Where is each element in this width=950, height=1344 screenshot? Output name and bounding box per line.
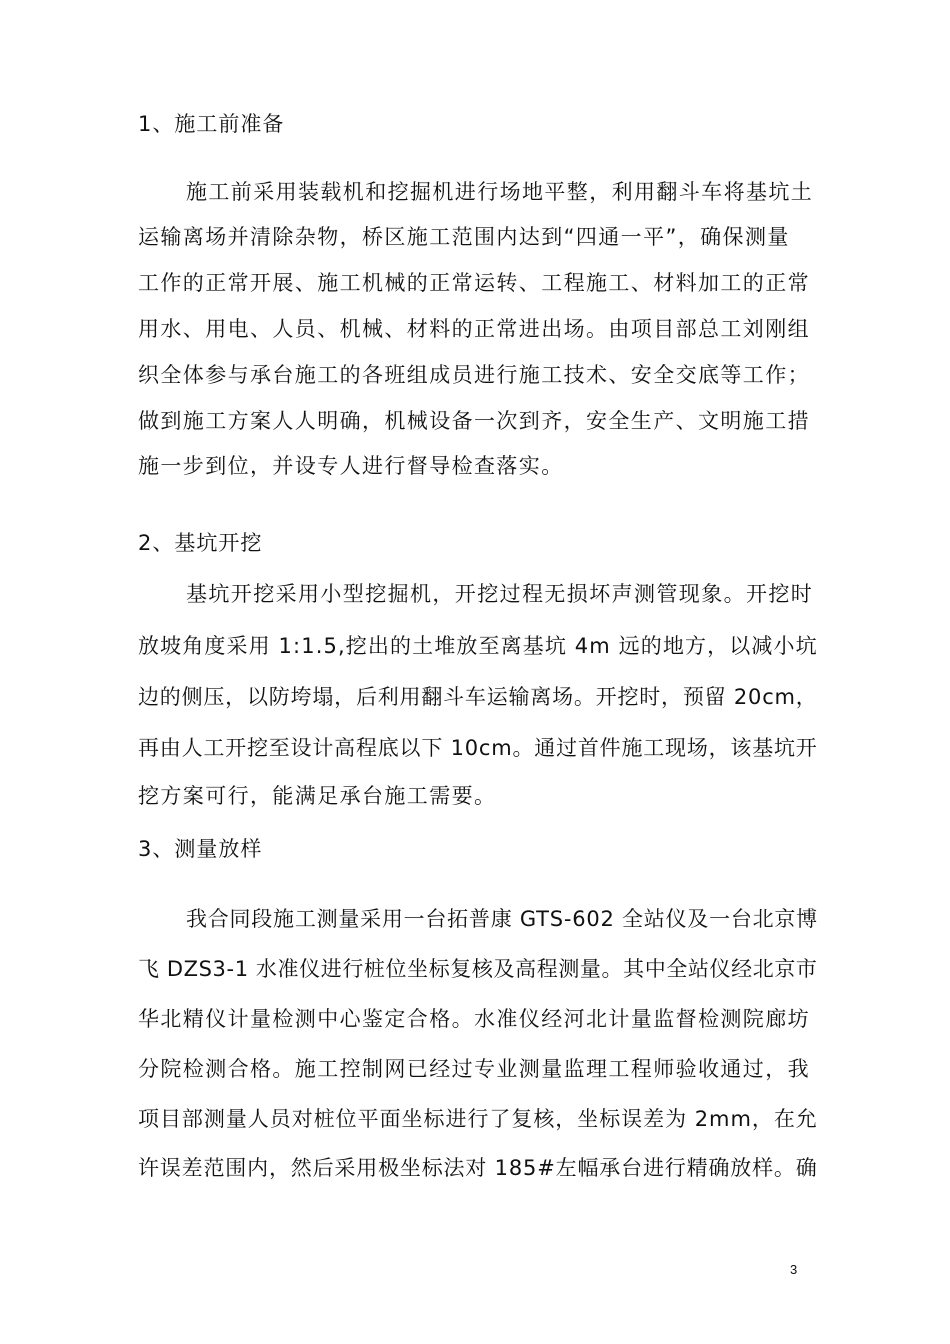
page-number: 3 [790,1262,798,1277]
paragraph-line: 基坑开挖采用小型挖掘机，开挖过程无损坏声测管现象。开挖时 [186,582,814,606]
section-heading-2: 2、基坑开挖 [138,531,263,555]
paragraph-line: 工作的正常开展、施工机械的正常运转、工程施工、材料加工的正常 [138,271,810,295]
paragraph-line: 我合同段施工测量采用一台拓普康 GTS-602 全站仪及一台北京博 [186,907,818,931]
paragraph-line: 再由人工开挖至设计高程底以下 10cm。通过首件施工现场，该基坑开 [138,736,818,760]
paragraph-line: 飞 DZS3-1 水准仪进行桩位坐标复核及高程测量。其中全站仪经北京市 [138,957,818,981]
paragraph-line: 用水、用电、人员、机械、材料的正常进出场。由项目部总工刘刚组 [138,317,810,341]
paragraph-line: 放坡角度采用 1:1.5,挖出的土堆放至离基坑 4m 远的地方，以减小坑 [138,634,818,658]
paragraph-line: 华北精仪计量检测中心鉴定合格。水准仪经河北计量监督检测院廊坊 [138,1007,810,1031]
section-heading-1: 1、施工前准备 [138,112,285,136]
section-heading-3: 3、测量放样 [138,837,263,861]
paragraph-line: 许误差范围内，然后采用极坐标法对 185#左幅承台进行精确放样。确 [138,1156,818,1180]
paragraph-line: 边的侧压，以防垮塌，后利用翻斗车运输离场。开挖时，预留 20cm， [138,685,818,709]
paragraph-line: 分院检测合格。施工控制网已经过专业测量监理工程师验收通过，我 [138,1057,810,1081]
paragraph-line: 织全体参与承台施工的各班组成员进行施工技术、安全交底等工作； [138,363,810,387]
paragraph-line: 运输离场并清除杂物，桥区施工范围内达到“四通一平”，确保测量 [138,225,790,249]
paragraph-line: 项目部测量人员对桩位平面坐标进行了复核，坐标误差为 2mm，在允 [138,1107,818,1131]
paragraph-line: 挖方案可行，能满足承台施工需要。 [138,784,497,808]
paragraph-line: 施工前采用装载机和挖掘机进行场地平整，利用翻斗车将基坑土 [186,180,814,204]
paragraph-line: 施一步到位，并设专人进行督导检查落实。 [138,454,564,478]
paragraph-line: 做到施工方案人人明确，机械设备一次到齐，安全生产、文明施工措 [138,409,810,433]
